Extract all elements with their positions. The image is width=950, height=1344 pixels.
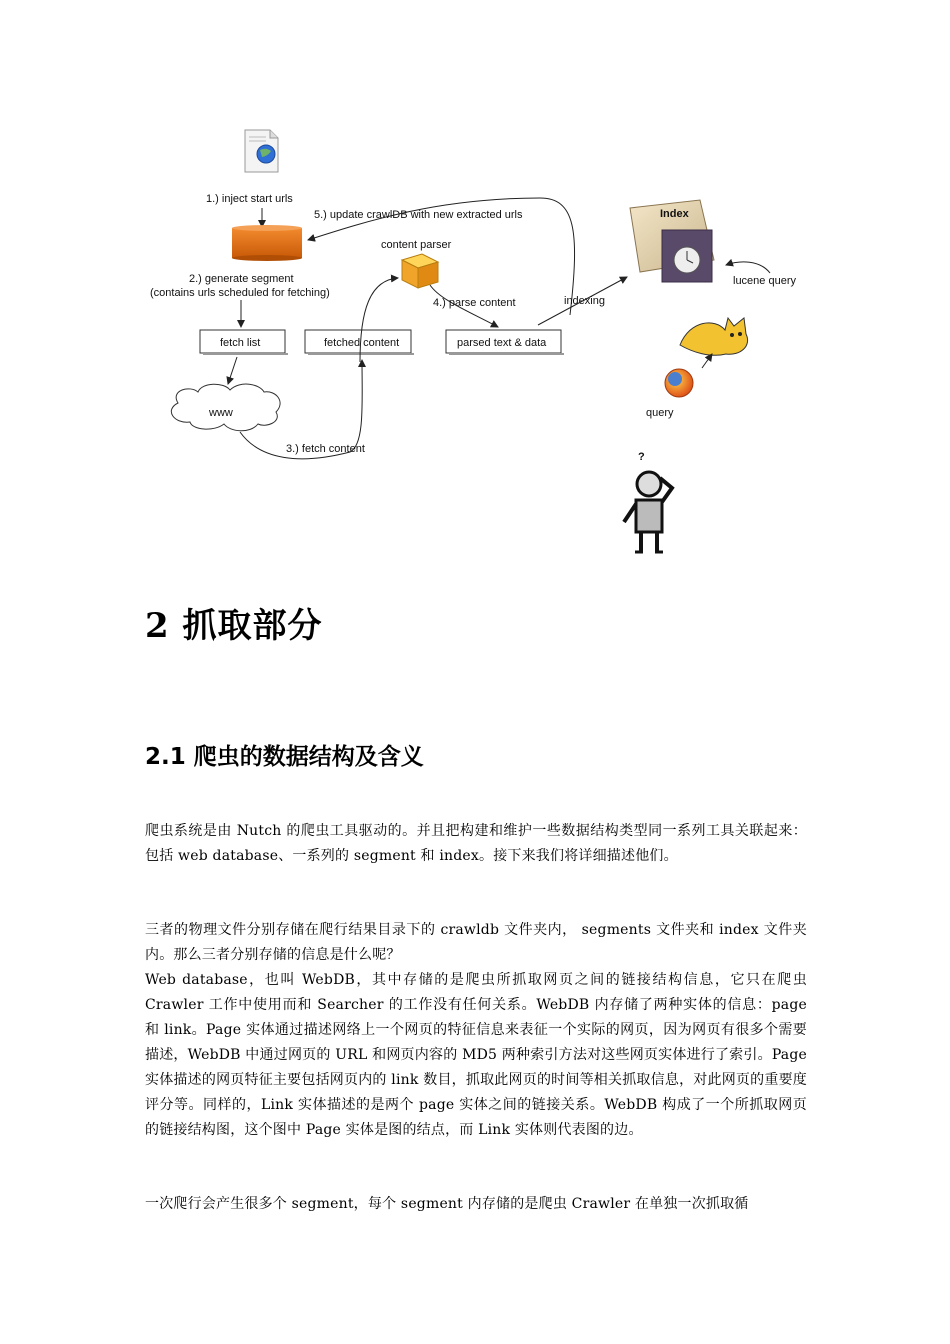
section-heading: 2 抓取部分	[145, 606, 323, 646]
parsed-text-box	[446, 330, 564, 355]
label-generate-note: (contains urls scheduled for fetching)	[150, 287, 330, 299]
tomcat-icon	[680, 318, 748, 355]
label-query: query	[646, 407, 674, 419]
fetched-content-box	[305, 330, 414, 355]
paragraph-storage: 三者的物理文件分别存储在爬行结果目录下的 crawldb 文件夹内， segments 文件夹和 index 文件夹内。那么三者分别存储的信息是什么呢？	[145, 922, 807, 963]
label-inject: 1.) inject start urls	[206, 193, 293, 205]
question-mark: ?	[638, 451, 645, 463]
www-cloud	[171, 384, 280, 431]
parsed-text-label: parsed text & data	[457, 337, 547, 349]
label-fetch: 3.) fetch content	[286, 443, 365, 455]
paragraph-block-webdb	[145, 918, 807, 1143]
label-lucene: lucene query	[733, 275, 796, 287]
crawldb-database-icon	[232, 225, 302, 261]
document-globe-icon	[245, 130, 278, 172]
index-label: Index	[660, 208, 689, 220]
subsection-heading: 2.1 爬虫的数据结构及含义	[145, 744, 424, 770]
fetch-list-label: fetch list	[220, 337, 261, 349]
index-book-icon	[630, 200, 714, 282]
arrow-tomcat	[702, 354, 712, 368]
label-indexing: indexing	[564, 295, 605, 307]
paragraph-segment: 一次爬行会产生很多个 segment，每个 segment 内存储的是爬虫 Crawler 在单独一次抓取循	[145, 1196, 749, 1212]
paragraph-webdb: Web database，也叫 WebDB，其中存储的是爬虫所抓取网页之间的链接结构信息，它只在爬虫 Crawler 工作中使用而和 Searcher 的工作没有任何关系。WebDB 内存储了两种实体的信息：page 和 link。Page 实体通过描述网络上一个网页的特征信息来表征一个实际的网页，因为网页有很多个需要描述，WebDB 中通过网页的 URL 和网页内容的 MD5 两种索引方法对这些网页实体进行了索引。Page 实体描述的网页特征主要包括网页内的 link 数目，抓取此网页的时间等相关抓取信息，对此网页的重要度评分等。同样的，Link 实体描述的是两个 page 实体之间的链接关系。WebDB 构成了一个所抓取网页的链接结构图，这个图中 Page 实体是图的结点，而 Link 实体则代表图的边。	[145, 972, 807, 1138]
person-icon	[624, 472, 672, 552]
label-content-parser: content parser	[381, 239, 452, 251]
nutch-crawl-diagram	[140, 120, 820, 570]
label-update: 5.) update crawlDB with new extracted urls	[314, 209, 523, 221]
label-generate: 2.) generate segment	[189, 273, 294, 285]
label-parse: 4.) parse content	[433, 297, 516, 309]
www-label: www	[209, 407, 233, 419]
firefox-icon	[665, 369, 693, 397]
arrow-lucene	[726, 262, 770, 273]
paragraph-intro: 爬虫系统是由 Nutch 的爬虫工具驱动的。并且把构建和维护一些数据结构类型同一系列工具关联起来：包括 web database、一系列的 segment 和 index。接下来我们将详细描述他们。	[145, 823, 807, 864]
arrow-fetchlist-www	[228, 357, 237, 384]
fetch-list-box	[200, 330, 288, 355]
arrow-indexing	[538, 277, 627, 325]
parser-box-icon	[402, 254, 438, 288]
fetched-content-label: fetched content	[324, 337, 400, 349]
